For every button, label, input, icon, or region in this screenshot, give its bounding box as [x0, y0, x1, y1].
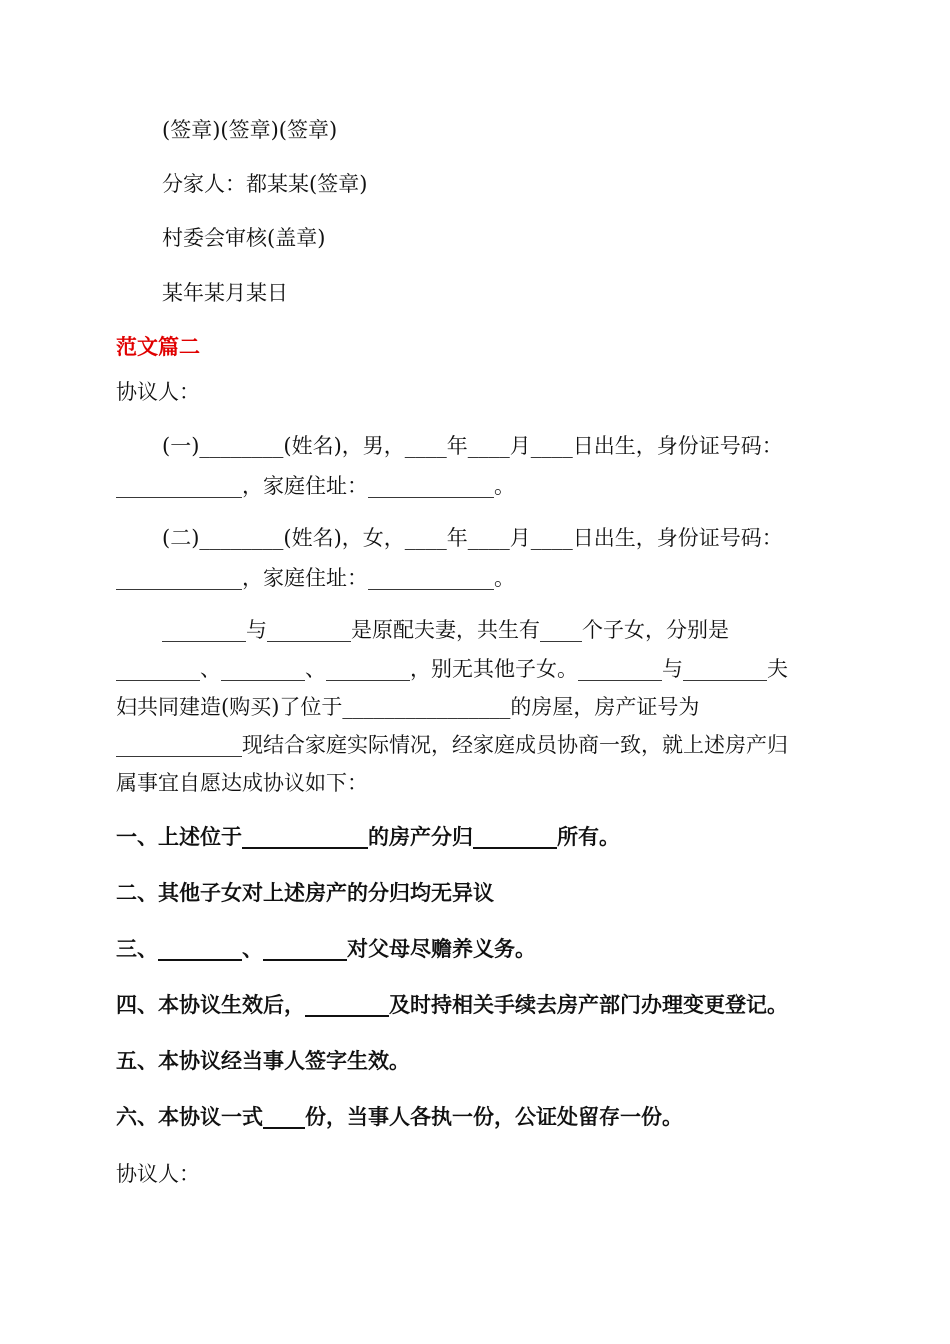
- clause-1: 一、上述位于____________的房产分归________所有。: [116, 825, 620, 849]
- party2-line2: ____________，家庭住址：____________。: [116, 566, 515, 590]
- party1-line2: ____________，家庭住址：____________。: [116, 474, 515, 498]
- party1-line1: (一)________(姓名)，男，____年____月____日出生，身份证号码：: [162, 434, 783, 458]
- party-label-end: 协议人：: [116, 1162, 200, 1186]
- clause-3: 三、________、________对父母尽赡养义务。: [116, 937, 536, 961]
- section-heading: 范文篇二: [116, 335, 200, 359]
- paragraph-line-5: 属事宜自愿达成协议如下：: [116, 771, 368, 795]
- clause-4: 四、本协议生效后，________及时持相关手续去房产部门办理变更登记。: [116, 993, 788, 1017]
- clause-6: 六、本协议一式____份，当事人各执一份，公证处留存一份。: [116, 1105, 683, 1129]
- paragraph-line-2: ________、________、________，别无其他子女。________与________夫: [116, 657, 788, 681]
- clause-2: 二、其他子女对上述房产的分归均无异议: [116, 881, 494, 905]
- paragraph-line-3: 妇共同建造(购买)了位于________________的房屋，房产证号为: [116, 695, 700, 719]
- date-line: 某年某月某日: [162, 281, 288, 305]
- paragraph-line-4: ____________现结合家庭实际情况，经家庭成员协商一致，就上述房产归: [116, 733, 788, 757]
- party-label: 协议人：: [116, 380, 200, 404]
- committee-review-line: 村委会审核(盖章): [162, 226, 326, 250]
- clause-5: 五、本协议经当事人签字生效。: [116, 1049, 410, 1073]
- paragraph-line-1: ________与________是原配夫妻，共生有____个子女，分别是: [162, 618, 729, 642]
- party2-line1: (二)________(姓名)，女，____年____月____日出生，身份证号码：: [162, 526, 783, 550]
- divider-signature-line: 分家人：都某某(签章): [162, 172, 368, 196]
- signature-row: (签章)(签章)(签章): [162, 118, 338, 142]
